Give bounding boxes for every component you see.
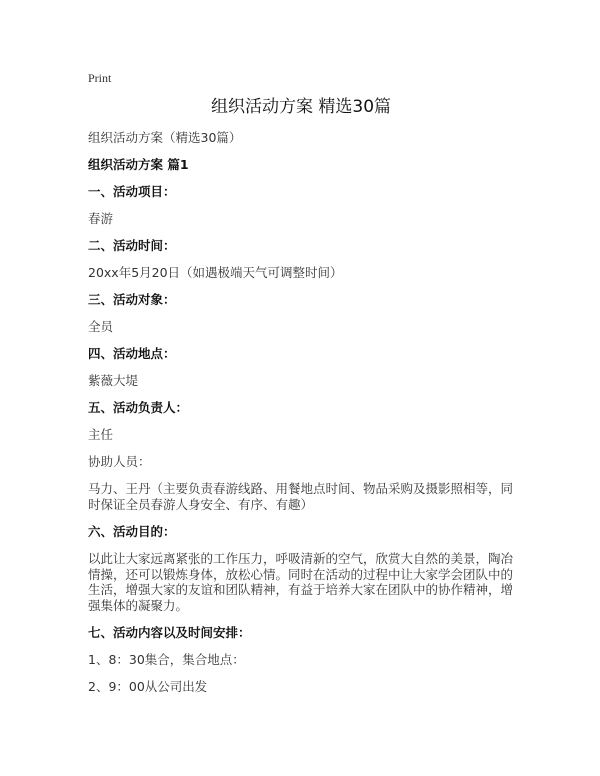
section-heading: 四、活动地点：: [88, 346, 176, 361]
article-heading: 组织活动方案 篇1: [88, 157, 189, 172]
section-paragraph: 马力、王丹（主要负责春游线路、用餐地点时间、物品采购及摄影照相等，同时保证全员春游人身安全、有序、有趣）: [88, 481, 514, 512]
section-heading: 三、活动对象：: [88, 292, 176, 307]
section-text: 主任: [88, 427, 114, 442]
print-label[interactable]: Print: [88, 71, 112, 85]
subtitle: 组织活动方案（精选30篇）: [88, 130, 242, 145]
section-paragraph: 以此让大家远离紧张的工作压力，呼吸清新的空气，欣赏大自然的美景，陶冶情操，还可以锻炼身体，放松心情。同时在活动的过程中让大家学会团队中的生活，增强大家的友谊和团队精神，有益于培养大家在团队中的协作精神，增强集体的凝聚力。: [88, 551, 514, 613]
section-heading: 六、活动目的：: [88, 524, 176, 539]
document-page: [88, 70, 514, 706]
section-text: 20xx年5月20日（如遇极端天气可调整时间）: [88, 265, 343, 280]
section-text: 协助人员：: [88, 454, 151, 469]
schedule-item: 2、9：00从公司出发: [88, 679, 208, 694]
section-heading: 一、活动项目：: [88, 184, 176, 199]
section-heading: 七、活动内容以及时间安排：: [88, 625, 251, 640]
section-heading: 五、活动负责人：: [88, 400, 189, 415]
section-heading: 二、活动时间：: [88, 238, 176, 253]
schedule-item: 1、8：30集合，集合地点：: [88, 652, 245, 667]
section-text: 春游: [88, 211, 114, 226]
section-text: 紫薇大堤: [88, 373, 139, 388]
section-text: 全员: [88, 319, 114, 334]
document-title: 组织活动方案 精选30篇: [210, 97, 392, 117]
